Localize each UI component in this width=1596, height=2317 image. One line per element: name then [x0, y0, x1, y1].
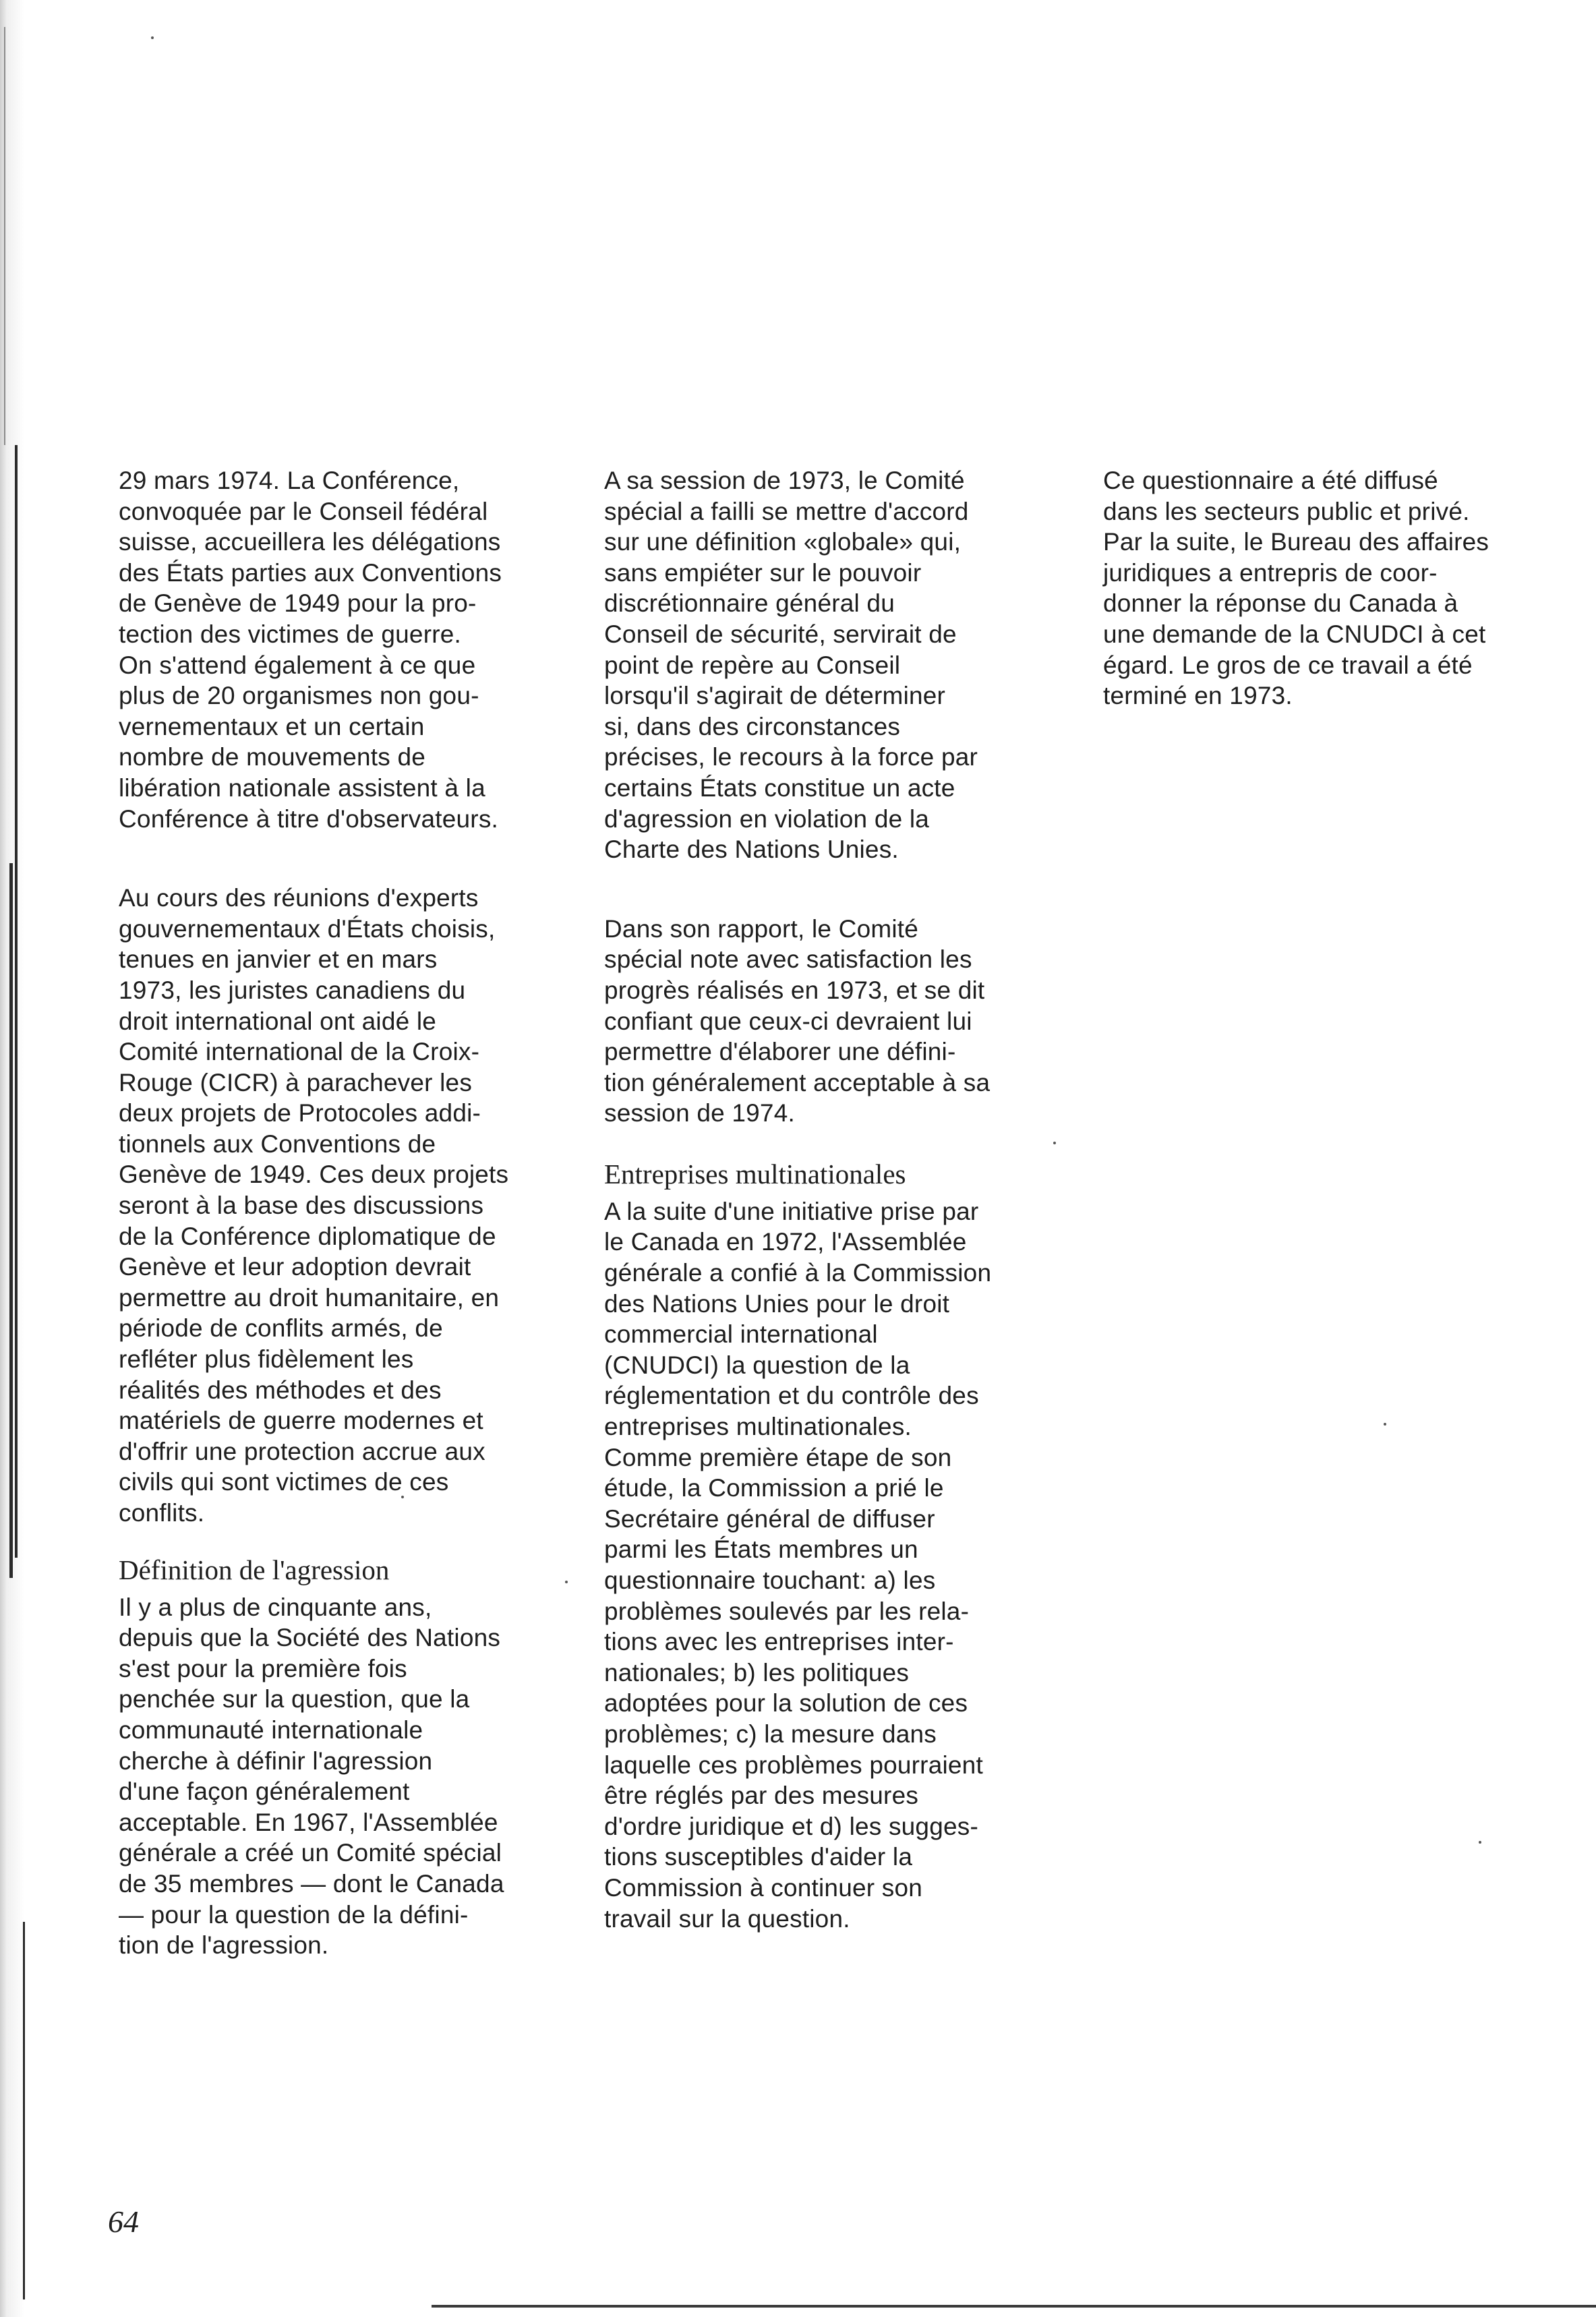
- scan-speck: [1479, 1841, 1481, 1844]
- scan-speck: [1384, 1423, 1386, 1426]
- binding-line: [4, 27, 5, 445]
- text-column-2: [604, 465, 1063, 1983]
- paragraph-agression-history: Il y a plus de cinquante ans, depuis que la Société des Nations s'est pour la première fois penchée sur la question, que la communauté internationale cherche à définir l'agression d'une façon généralement acceptable. En 1967, l'Assemblée générale a créé un Comité spécial de 35 membres — dont le Canada — pour la question de la défini- tion de l'agression.: [119, 1593, 504, 1960]
- paragraph-conference: 29 mars 1974. La Conférence, convoquée par le Conseil fédéral suisse, accueillera les délégations des États parties aux Conventions de Genève de 1949 pour la pro- tection des victimes de guerre. On s'attend également à ce que plus de 20 organismes non gou- vernementaux et un certain nombre de mouvements de libération nationale assistent à la Conférence à titre d'observateurs.: [119, 467, 502, 833]
- paragraph-comite-session: A sa session de 1973, le Comité spécial a failli se mettre d'accord sur une définition «globale» qui, sans empiéter sur le pouvoir discrétionnaire général du Conseil de sécurité, servirait de point de repère au Conseil lorsqu'il s'agirait de déterminer si, dans des circonstances précises, le recours à la force par certains États constitue un acte d'agression en violation de la Charte des Nations Unies.: [604, 467, 978, 864]
- section-heading-entreprises-multinationales: Entreprises multinationales: [604, 1158, 906, 1190]
- binding-line: [23, 1922, 25, 2299]
- paragraph-experts-meetings: Au cours des réunions d'experts gouvernementaux d'États choisis, tenues en janvier et en mars 1973, les juristes canadiens du droit international ont aidé le Comité international de la Croix- Rouge (CICR) à parachever les deux projets de Protocoles addi- tionnels aux Conventions de Genève de 1949. Ces deux projets seront à la base des discussions de la Conférence diplomatique de Genève et leur adoption devrait permettre au droit humanitaire, en période de conflits armés, de refléter plus fidèlement les réalités des méthodes et des matériels de guerre modernes et d'offrir une protection accrue aux civils qui sont victimes de ces conflits.: [119, 884, 509, 1527]
- text-column-1: [119, 465, 577, 2010]
- page-number: 64: [108, 2204, 139, 2239]
- paragraph-comite-rapport: Dans son rapport, le Comité spécial note avec satisfaction les progrès réalisés en 1973, et se dit confiant que ceux-ci devraient lui permettre d'élaborer une défini- tion généralement acceptable à sa session de 1974.: [604, 914, 991, 1127]
- bottom-edge-rule: [432, 2305, 1596, 2308]
- binding-line: [15, 445, 18, 1558]
- text-column-3: [1103, 465, 1562, 760]
- paragraph-cnudci-initiative: A la suite d'une initiative prise par le Canada en 1972, l'Assemblée générale a confié à la Commission des Nations Unies pour le droit commercial international (CNUDCI) la question de la réglementation et du contrôle des entreprises multinationales. Comme première étape de son étude, la Commission a prié le Secrétaire général de diffuser parmi les États membres un questionnaire touchant: a) les problèmes soulevés par les rela- tions avec les entreprises inter- nationales; b) les politiques adoptées pour la solution de ces problèmes; c) la mesure dans laquelle ces problèmes pourraient être réglés par des mesures d'ordre juridique et d) les sugges- tions susceptibles d'aider la Commission à continuer son travail sur la question.: [604, 1197, 992, 1933]
- section-heading-definition-agression: Définition de l'agression: [119, 1554, 390, 1585]
- binding-line: [9, 863, 13, 1578]
- scan-speck: [151, 36, 154, 39]
- paragraph-questionnaire-diffuse: Ce questionnaire a été diffusé dans les secteurs public et privé. Par la suite, le Bureau des affaires juridiques a entrepris de coor- donner la réponse du Canada à une demande de la CNUDCI à cet égard. Le gros de ce travail a été terminé en 1973.: [1103, 467, 1489, 710]
